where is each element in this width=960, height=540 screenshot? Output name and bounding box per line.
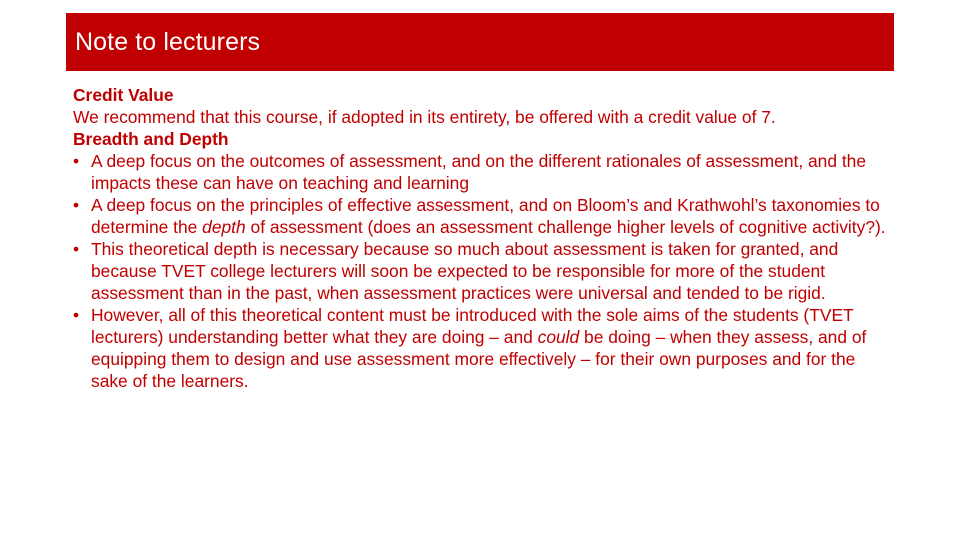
list-item-text: [91, 305, 866, 391]
list-item-text: This theoretical depth is necessary because so much about assessment is taken for granted, and because TVET college lecturers will soon be expected to be responsible for more of the student assessment than in the past, when assessment practices were universal and tended to be rigid.: [91, 239, 839, 303]
list-item: [73, 150, 893, 194]
list-item-text-pre: However, all of this theoretical content must be introduced with the sole aims of the students (TVET lecturers) understanding better what they are doing – and: [91, 305, 854, 347]
bullet-icon: •: [73, 195, 80, 215]
list-item: [73, 194, 893, 238]
slide-title: Note to lecturers: [75, 27, 261, 56]
list-item: [73, 238, 893, 304]
emphasis-could: could: [537, 327, 580, 347]
credit-value-text: We recommend that this course, if adopted in its entirety, be offered with a credit value of 7.: [73, 107, 776, 127]
section-heading-credit-value: Credit Value: [73, 85, 174, 105]
list-item-text: [91, 195, 886, 237]
list-item-text: A deep focus on the outcomes of assessment, and on the different rationales of assessment, and the impacts these can have on teaching and learning: [91, 151, 867, 193]
list-item-text-pre: A deep focus on the principles of effective assessment, and on Bloom’s and Krathwohl’s taxonomies to determine the: [91, 195, 880, 237]
section-heading-breadth-depth: Breadth and Depth: [73, 129, 229, 149]
bullet-icon: •: [73, 239, 80, 259]
bullet-icon: •: [73, 151, 80, 171]
list-item-text-post: of assessment (does an assessment challenge higher levels of cognitive activity?).: [245, 217, 886, 237]
bullet-icon: •: [73, 305, 80, 325]
emphasis-depth: depth: [202, 217, 246, 237]
list-item: [73, 304, 893, 392]
breadth-depth-list: [73, 150, 893, 392]
slide-body: [73, 84, 893, 392]
title-bar: [66, 13, 894, 71]
list-item-text-post: be doing – when they assess, and of equipping them to design and use assessment more effectively – for their own purposes and for the sake of the learners.: [91, 327, 867, 391]
